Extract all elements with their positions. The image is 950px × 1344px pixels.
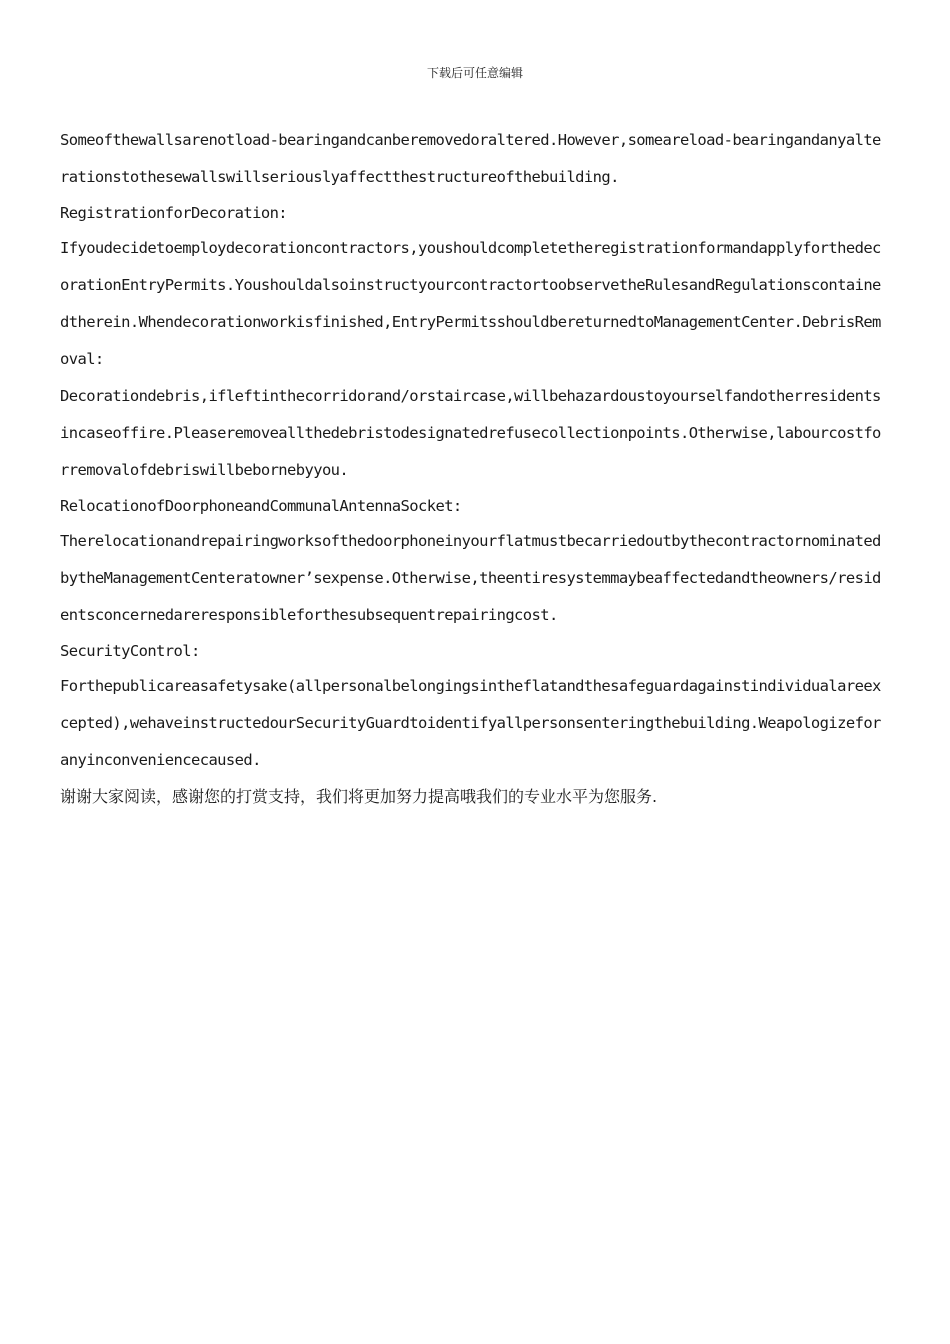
security-paragraph: Forthepublicareasafetysake(allpersonalbelongingsintheflatandthesafeguardagainstindividualareexcepted),wehaveinstructedourSecurityGuardtoidentifyallpersonsenteringthebuilding.Weapologizeforanyinconveniencecaused. bbox=[60, 677, 881, 769]
registration-paragraph: Ifyoudecidetoemploydecorationcontractors,youshouldcompletetheregistrationformandapplyforthedecorationEntryPermits.YoushouldalsoinstructyourcontractortoobservetheRulesandRegulationscontainedtherein.Whendecorationworkisfinished,EntryPermitsshouldbereturnedtoManagementCenter.DebrisRemoval: bbox=[60, 239, 881, 368]
relocation-paragraph: TherelocationandrepairingworksofthedoorphoneinyourflatmustbecarriedoutbythecontractornominatedbytheManagementCenteratowner’sexpense.Otherwise,theentiresystemmaybeaffectedandtheowners/residentsconcernedareresponsibleforthesubsequentrepairingcost. bbox=[60, 532, 881, 624]
security-heading: SecurityControl: bbox=[60, 642, 200, 660]
document-body bbox=[60, 122, 886, 815]
intro-paragraph: Someofthewallsarenotload-bearingandcanberemovedoraltered.However,someareload-bearingandanyalterationstothesewallswillseriouslyaffectthestructureofthebuilding. bbox=[60, 131, 881, 186]
page-header-note: 下载后可任意编辑 bbox=[426, 66, 523, 80]
closing-line: 谢谢大家阅读，感谢您的打赏支持，我们将更加努力提高哦我们的专业水平为您服务. bbox=[60, 787, 658, 806]
registration-heading: RegistrationforDecoration: bbox=[60, 204, 288, 222]
debris-paragraph: Decorationdebris,ifleftinthecorridorand/orstaircase,willbehazardoustoyourselfandotherresidentsincaseoffire.Pleaseremoveallthedebristodesignatedrefusecollectionpoints.Otherwise,labourcostforremovalofdebriswillbebornebyyou. bbox=[60, 387, 881, 479]
relocation-heading: RelocationofDoorphoneandCommunalAntennaSocket: bbox=[60, 497, 462, 515]
